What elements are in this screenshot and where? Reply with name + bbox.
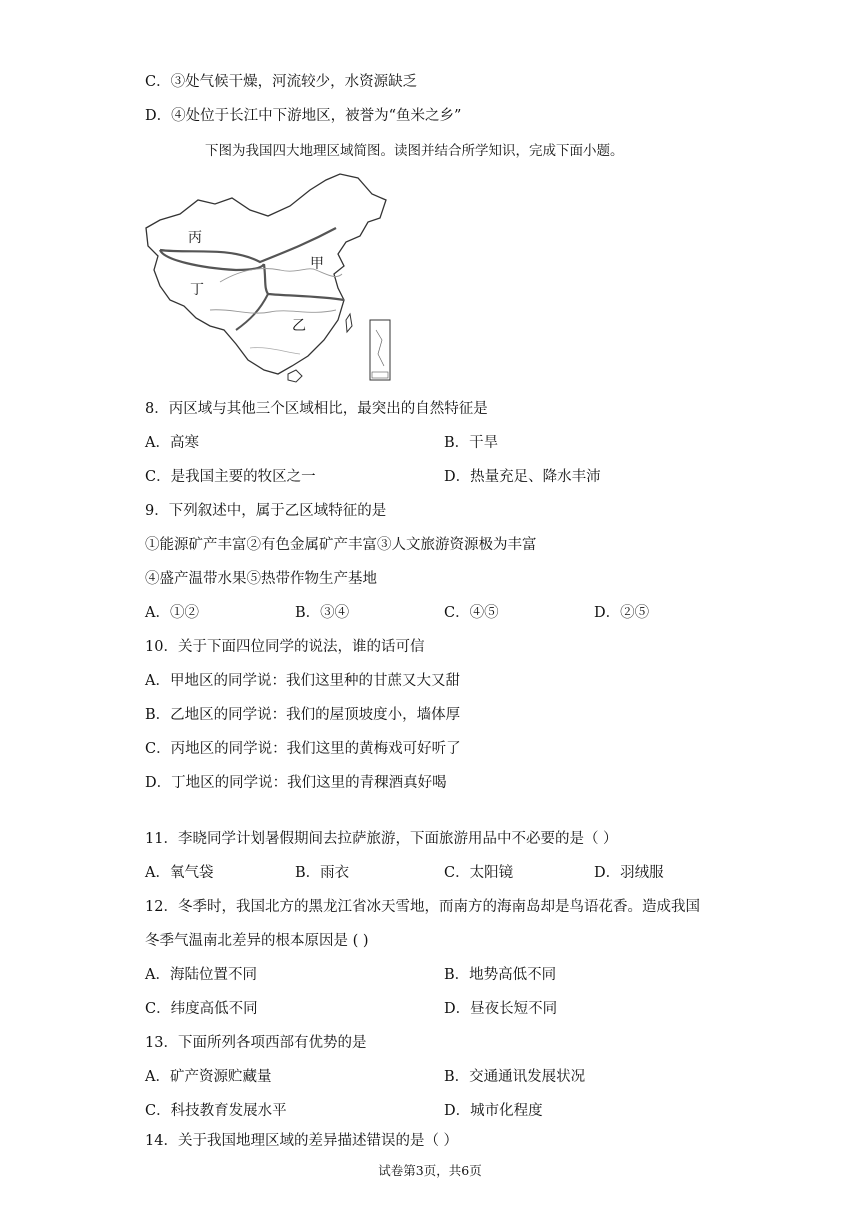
q12-option-b: B．地势高低不同 [444,967,557,983]
q10-option-a: A．甲地区的同学说：我们这里种的甘蔗又大又甜 [145,673,460,689]
q13-option-a: A．矿产资源贮藏量 [145,1069,272,1085]
q10-option-b: B．乙地区的同学说：我们的屋顶坡度小，墙体厚 [145,707,461,723]
q13-option-c: C．科技教育发展水平 [145,1103,287,1119]
q8-option-b: B．干旱 [444,435,499,451]
option-c-prev: C．③处气候干燥，河流较少，水资源缺乏 [145,74,418,90]
label-jia: 甲 [310,256,324,272]
q12-option-d: D．昼夜长短不同 [444,1001,558,1017]
q11-stem: 11．李晓同学计划暑假期间去拉萨旅游，下面旅游用品中不必要的是（ ） [145,831,618,847]
q8-stem: 8．丙区域与其他三个区域相比，最突出的自然特征是 [145,401,488,417]
label-bing: 丙 [188,230,202,246]
q12-stem-line1: 12．冬季时，我国北方的黑龙江省冰天雪地，而南方的海南岛却是鸟语花香。造成我国 [145,899,700,915]
q9-option-d: D．②⑤ [594,605,650,621]
q9-line1: ①能源矿产丰富②有色金属矿产丰富③人文旅游资源极为丰富 [145,537,537,553]
hainan-island [288,370,302,382]
south-china-sea-inset [370,320,390,380]
taiwan-island [346,314,352,332]
q11-option-c: C．太阳镜 [444,865,514,881]
q14-stem: 14．关于我国地理区域的差异描述错误的是（ ） [145,1133,459,1149]
q9-line2: ④盛产温带水果⑤热带作物生产基地 [145,571,377,587]
label-ding: 丁 [190,282,204,298]
q9-option-c: C．④⑤ [444,605,499,621]
q9-option-b: B．③④ [295,605,350,621]
q13-stem: 13．下面所列各项西部有优势的是 [145,1035,367,1051]
q8-option-c: C．是我国主要的牧区之一 [145,469,316,485]
q12-option-c: C．纬度高低不同 [145,1001,258,1017]
option-d-prev: D．④处位于长江中下游地区，被誉为“鱼米之乡” [145,108,462,124]
q11-option-d: D．羽绒服 [594,865,664,881]
q9-stem: 9．下列叙述中，属于乙区域特征的是 [145,503,387,519]
q8-option-d: D．热量充足、降水丰沛 [444,469,601,485]
intro-text: 下图为我国四大地理区域简图。读图并结合所学知识，完成下面小题。 [205,143,624,159]
china-region-map [140,170,392,390]
q11-option-b: B．雨衣 [295,865,350,881]
page-footer: 试卷第3页，共6页 [378,1163,482,1178]
q13-option-d: D．城市化程度 [444,1103,543,1119]
china-outline [146,174,386,374]
q11-option-a: A．氧气袋 [145,865,214,881]
q12-stem-line2: 冬季气温南北差异的根本原因是 ( ) [145,933,369,949]
q8-option-a: A．高寒 [145,435,199,451]
q10-option-d: D．丁地区的同学说：我们这里的青稞酒真好喝 [145,775,447,791]
q12-option-a: A．海陆位置不同 [145,967,257,983]
q10-option-c: C．丙地区的同学说：我们这里的黄梅戏可好听了 [145,741,461,757]
q9-option-a: A．①② [145,605,199,621]
q13-option-b: B．交通通讯发展状况 [444,1069,586,1085]
q10-stem: 10．关于下面四位同学的说法，谁的话可信 [145,639,425,655]
label-yi: 乙 [292,318,306,334]
